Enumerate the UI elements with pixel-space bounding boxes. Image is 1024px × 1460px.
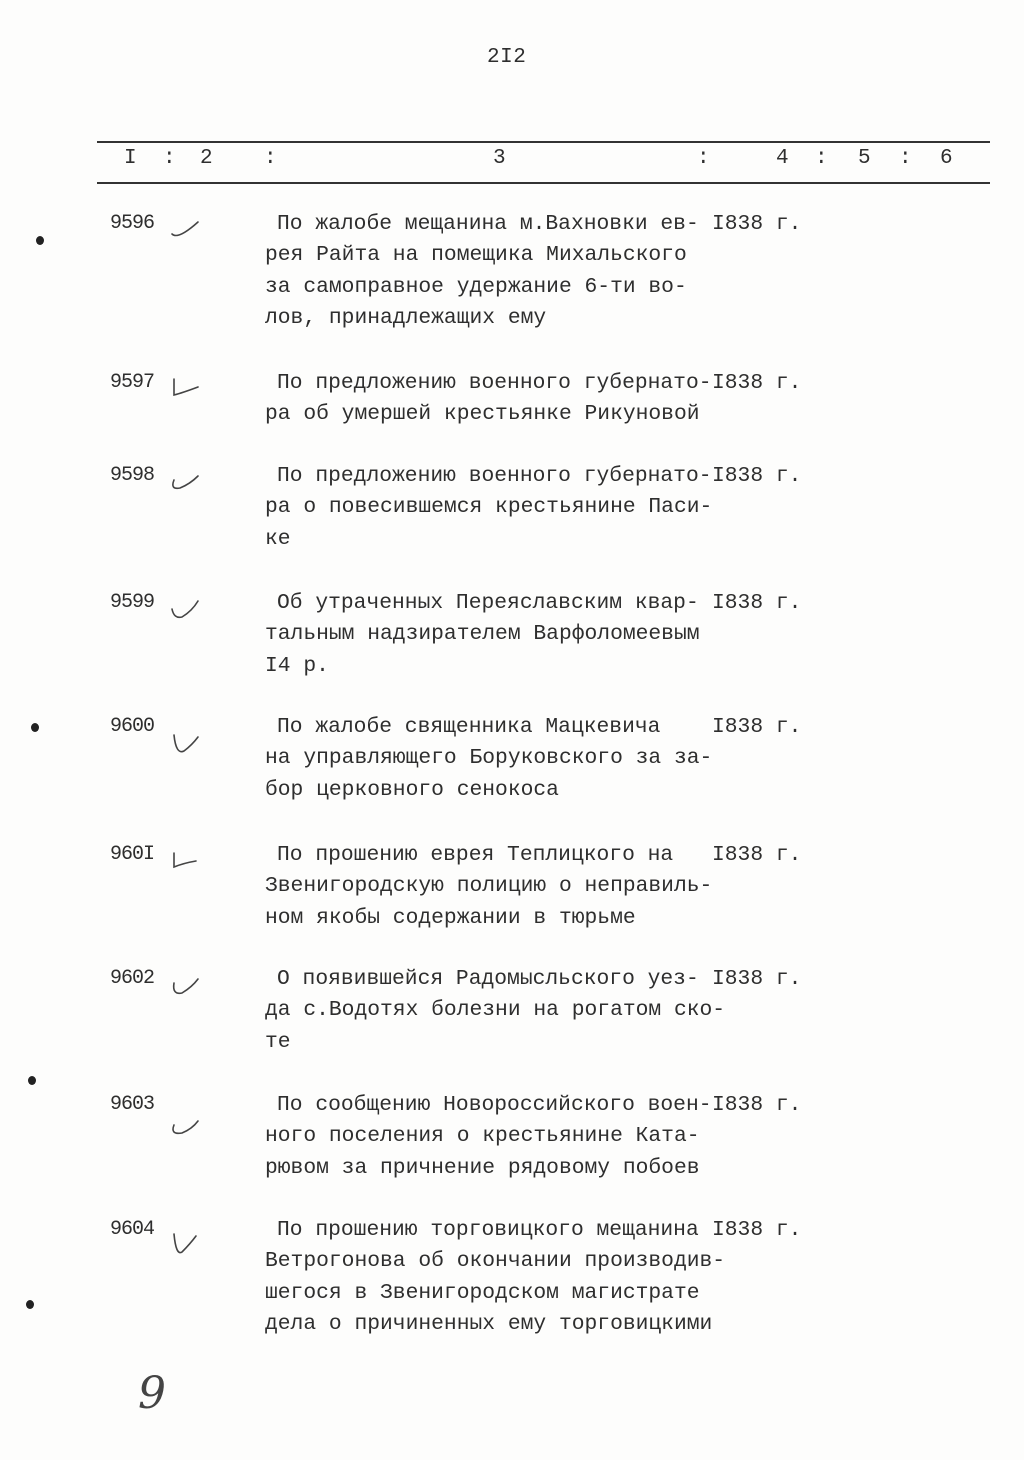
column-2-header: 2 (200, 147, 213, 170)
entry-description-line: ра о повесившемся крестьянине Паси- (265, 495, 713, 520)
punch-hole-mark (26, 1300, 34, 1309)
punch-hole-mark (31, 723, 39, 732)
entry-description-line: бор церковного сенокоса (265, 777, 559, 802)
column-5-header: 5 (858, 147, 871, 170)
entry-description-line: за самоправное удержание 6-ти во- (265, 274, 687, 299)
entry-description-line: По жалобе священника Мацкевича (277, 715, 661, 739)
entry-number: 9600 (110, 715, 155, 738)
entry-description-line: Об утраченных Переяславским квар- (277, 591, 699, 615)
handwritten-checkmark-icon (168, 1107, 202, 1135)
entry-description-line: По предложению военного губернато- (277, 464, 712, 488)
handwritten-checkmark-icon (168, 1226, 202, 1254)
entry-number: 9602 (110, 967, 155, 990)
column-3-header: 3 (493, 147, 506, 170)
entry-number: 9597 (110, 371, 155, 394)
entry-description-line: По прошению торговицкого мещанина (277, 1218, 699, 1242)
entry-year: I838 г. (712, 1218, 802, 1242)
entry-description-line: ного поселения о крестьянине Ката- (265, 1124, 700, 1149)
entry-description-line: на управляющего Боруковского за за- (265, 746, 713, 771)
entry-number: 960I (110, 843, 155, 866)
entry-description-line: лов, принадлежащих ему (265, 305, 547, 330)
entry-description-line: Звенигородскую полицию о неправиль- (265, 874, 713, 899)
column-6-header: 6 (940, 147, 953, 170)
entry-number: 9603 (110, 1093, 155, 1116)
entry-description-line: ра об умершей крестьянке Рикуновой (265, 402, 700, 427)
entry-number: 9604 (110, 1218, 155, 1241)
handwritten-checkmark-icon (168, 845, 202, 873)
handwritten-checkmark-icon (168, 969, 202, 997)
entry-number: 9599 (110, 591, 155, 614)
column-4-header: 4 (776, 147, 789, 170)
entry-description-line: О появившейся Радомысльского уез- (277, 967, 699, 991)
handwritten-checkmark-icon (168, 593, 202, 621)
handwritten-mark: 9 (138, 1368, 166, 1419)
page-number: 2I2 (487, 46, 527, 69)
punch-hole-mark (28, 1076, 36, 1085)
entry-description-line: дела о причиненных ему торговицкими (265, 1311, 713, 1336)
column-separator: : (815, 147, 828, 170)
entry-year: I838 г. (712, 843, 802, 867)
entry-description-line: Ветрогонова об окончании производив- (265, 1249, 726, 1274)
entry-description-line: рея Райта на помещика Михальского (265, 243, 687, 268)
entry-year: I838 г. (712, 1093, 802, 1117)
entry-description-line: ке (265, 526, 291, 551)
entry-year: I838 г. (712, 967, 802, 991)
entry-description-line: тальным надзирателем Варфоломеевым (265, 622, 700, 647)
handwritten-checkmark-icon (168, 727, 202, 755)
entry-year: I838 г. (712, 591, 802, 615)
entry-description-line: По предложению военного губернато- (277, 371, 712, 395)
column-separator: : (264, 147, 277, 170)
header-bottom-rule (97, 182, 990, 184)
entry-description-line: те (265, 1029, 291, 1054)
entry-number: 9596 (110, 212, 155, 235)
entry-year: I838 г. (712, 212, 802, 236)
entry-description-line: По прошению еврея Теплицкого на (277, 843, 674, 867)
column-separator: : (899, 147, 912, 170)
entry-description-line: шегося в Звенигородском магистрате (265, 1280, 700, 1305)
column-separator: : (163, 147, 176, 170)
entry-description-line: По сообщению Новороссийского воен- (277, 1093, 712, 1117)
column-1-header: I (124, 147, 137, 170)
entry-year: I838 г. (712, 464, 802, 488)
column-separator: : (697, 147, 710, 170)
punch-hole-mark (36, 236, 44, 245)
entry-year: I838 г. (712, 371, 802, 395)
entry-description-line: ном якобы содержании в тюрьме (265, 905, 636, 930)
header-top-rule (97, 141, 990, 143)
entry-description-line: рювом за причнение рядовому побоев (265, 1155, 700, 1180)
handwritten-checkmark-icon (168, 214, 202, 242)
handwritten-checkmark-icon (168, 373, 202, 401)
entry-year: I838 г. (712, 715, 802, 739)
entry-description-line: По жалобе мещанина м.Вахновки ев- (277, 212, 699, 236)
entry-description-line: I4 р. (265, 653, 329, 678)
handwritten-checkmark-icon (168, 466, 202, 494)
entry-description-line: да с.Водотях болезни на рогатом ско- (265, 998, 726, 1023)
entry-number: 9598 (110, 464, 155, 487)
